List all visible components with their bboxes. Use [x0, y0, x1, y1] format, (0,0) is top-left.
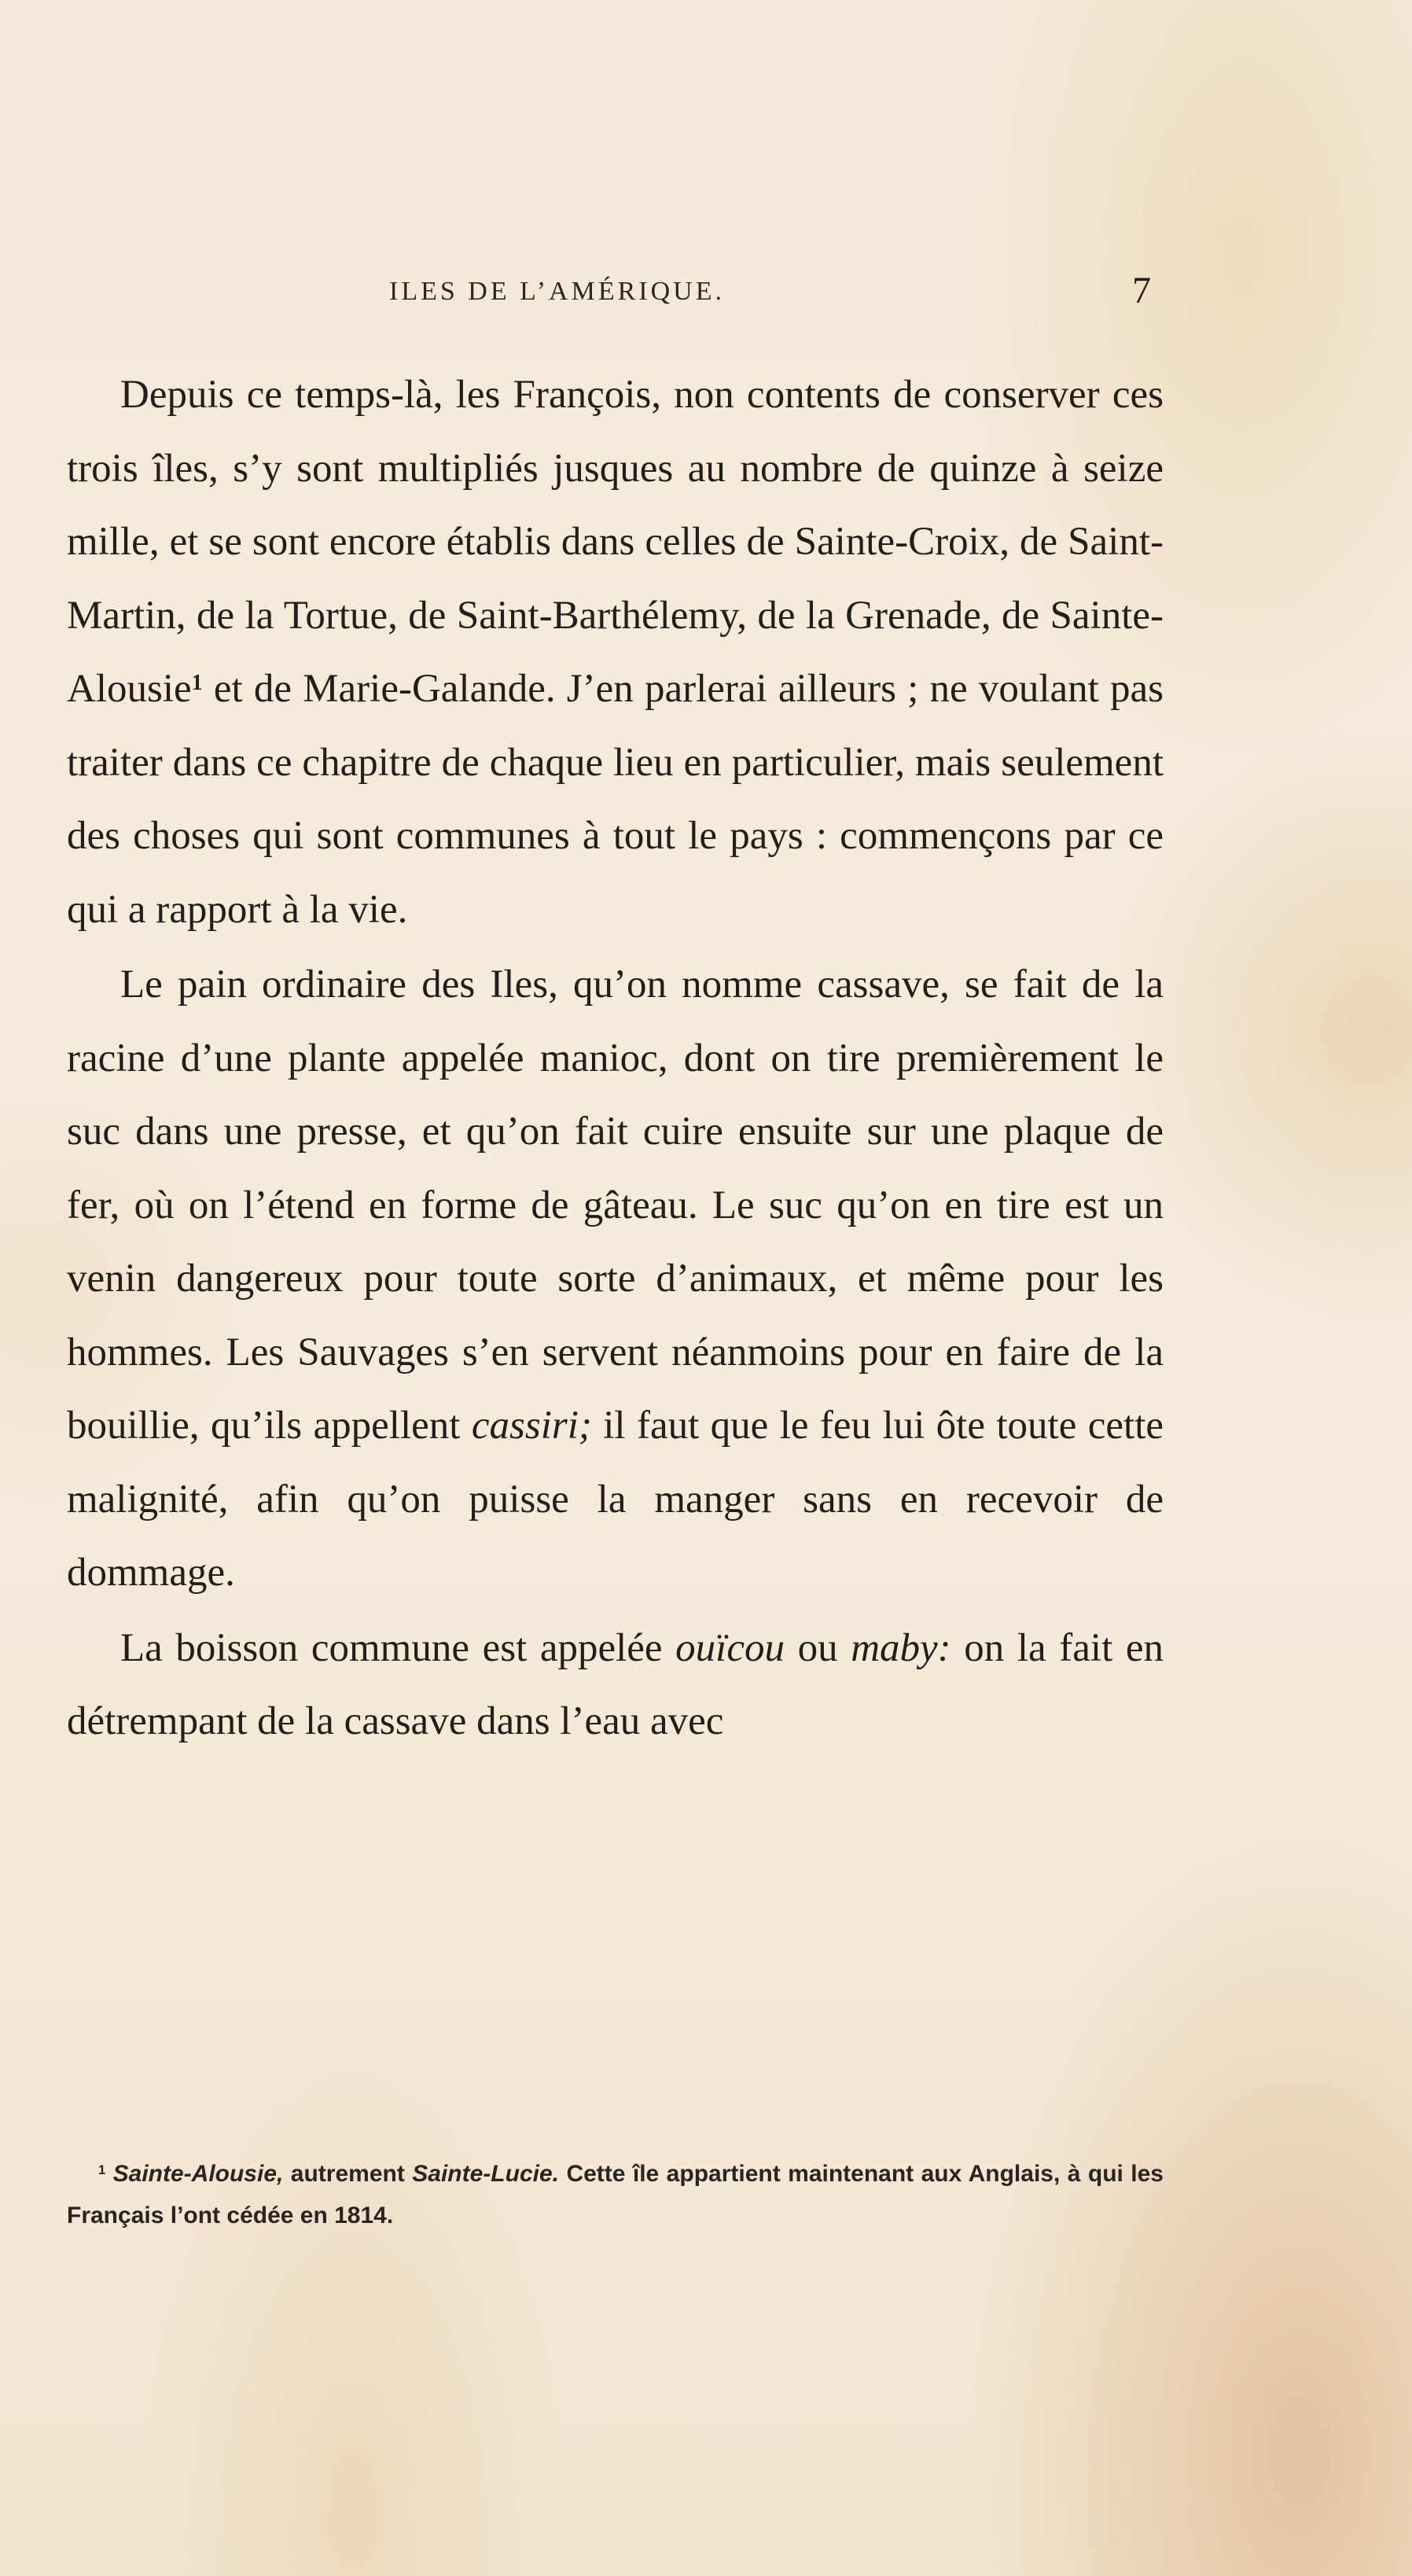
- paragraph-3-text-a: La boisson commune est appelée: [120, 1625, 676, 1670]
- running-head: [0, 270, 1412, 324]
- paragraph-1-text-b: et de Marie-Galande. J’en parlerai ailleurs ; ne voulant pas traiter dans ce chapitre de chaque lieu en particulier, mais seulement des choses qui sont communes à tout le pays : commençons par ce qui a rapport à la vie.: [67, 667, 1164, 932]
- footnote-text-b: Cette île appartient maintenant aux Anglais, à qui les Français l’ont cédée en 1814.: [67, 2161, 1164, 2228]
- paragraph-1: [67, 359, 1164, 947]
- body-text: [67, 359, 1164, 1759]
- footnote-term-sainte-lucie: Sainte-Lucie.: [412, 2161, 559, 2187]
- paragraph-1-text-a: Depuis ce temps-là, les François, non contents de conserver ces trois îles, s’y sont multipliés jusques au nombre de quinze à seize mille, et se sont encore établis dans celles de Sainte-Croix, de Saint-Martin, de la Tortue, de Saint-Barthélemy, de la Grenade, de Sainte-Alousie: [67, 373, 1164, 711]
- paragraph-3-text-b: on la fait en détrempant de la cassave dans l’eau avec: [67, 1625, 1164, 1743]
- paragraph-3: [67, 1612, 1164, 1759]
- footnote-reference: 1: [191, 670, 203, 695]
- term-ouicou: ouïcou: [675, 1625, 785, 1670]
- paragraph-3-text-mid: ou: [784, 1625, 851, 1670]
- footnote: [67, 2153, 1164, 2236]
- page-number: 7: [1132, 270, 1151, 311]
- running-title: ILES DE L’AMÉRIQUE.: [389, 277, 725, 306]
- footnote-marker: 1: [98, 2162, 106, 2177]
- footnote-text-mid: autrement: [283, 2161, 413, 2187]
- paragraph-2-text-a: Le pain ordinaire des Iles, qu’on nomme cassave, se fait de la racine d’une plante appelée manioc, dont on tire premièrement le suc dans une presse, et qu’on fait cuire ensuite sur une plaque de fer, où on l’étend en forme de gâteau. Le suc qu’on en tire est un venin dangereux pour toute sorte d’animaux, et même pour les hommes. Les Sauvages s’en servent néanmoins pour en faire de la bouillie, qu’ils appellent: [67, 962, 1164, 1448]
- term-maby: maby:: [851, 1625, 951, 1670]
- footnote-term-sainte-alousie: Sainte-Alousie,: [112, 2161, 284, 2187]
- term-cassiri: cassiri;: [471, 1404, 592, 1448]
- paragraph-2-text-b: il faut que le feu lui ôte toute cette malignité, afin qu’on puisse la manger sans en recevoir de dommage.: [67, 1404, 1164, 1595]
- footnote-1: [67, 2153, 1164, 2236]
- paragraph-2: [67, 948, 1164, 1610]
